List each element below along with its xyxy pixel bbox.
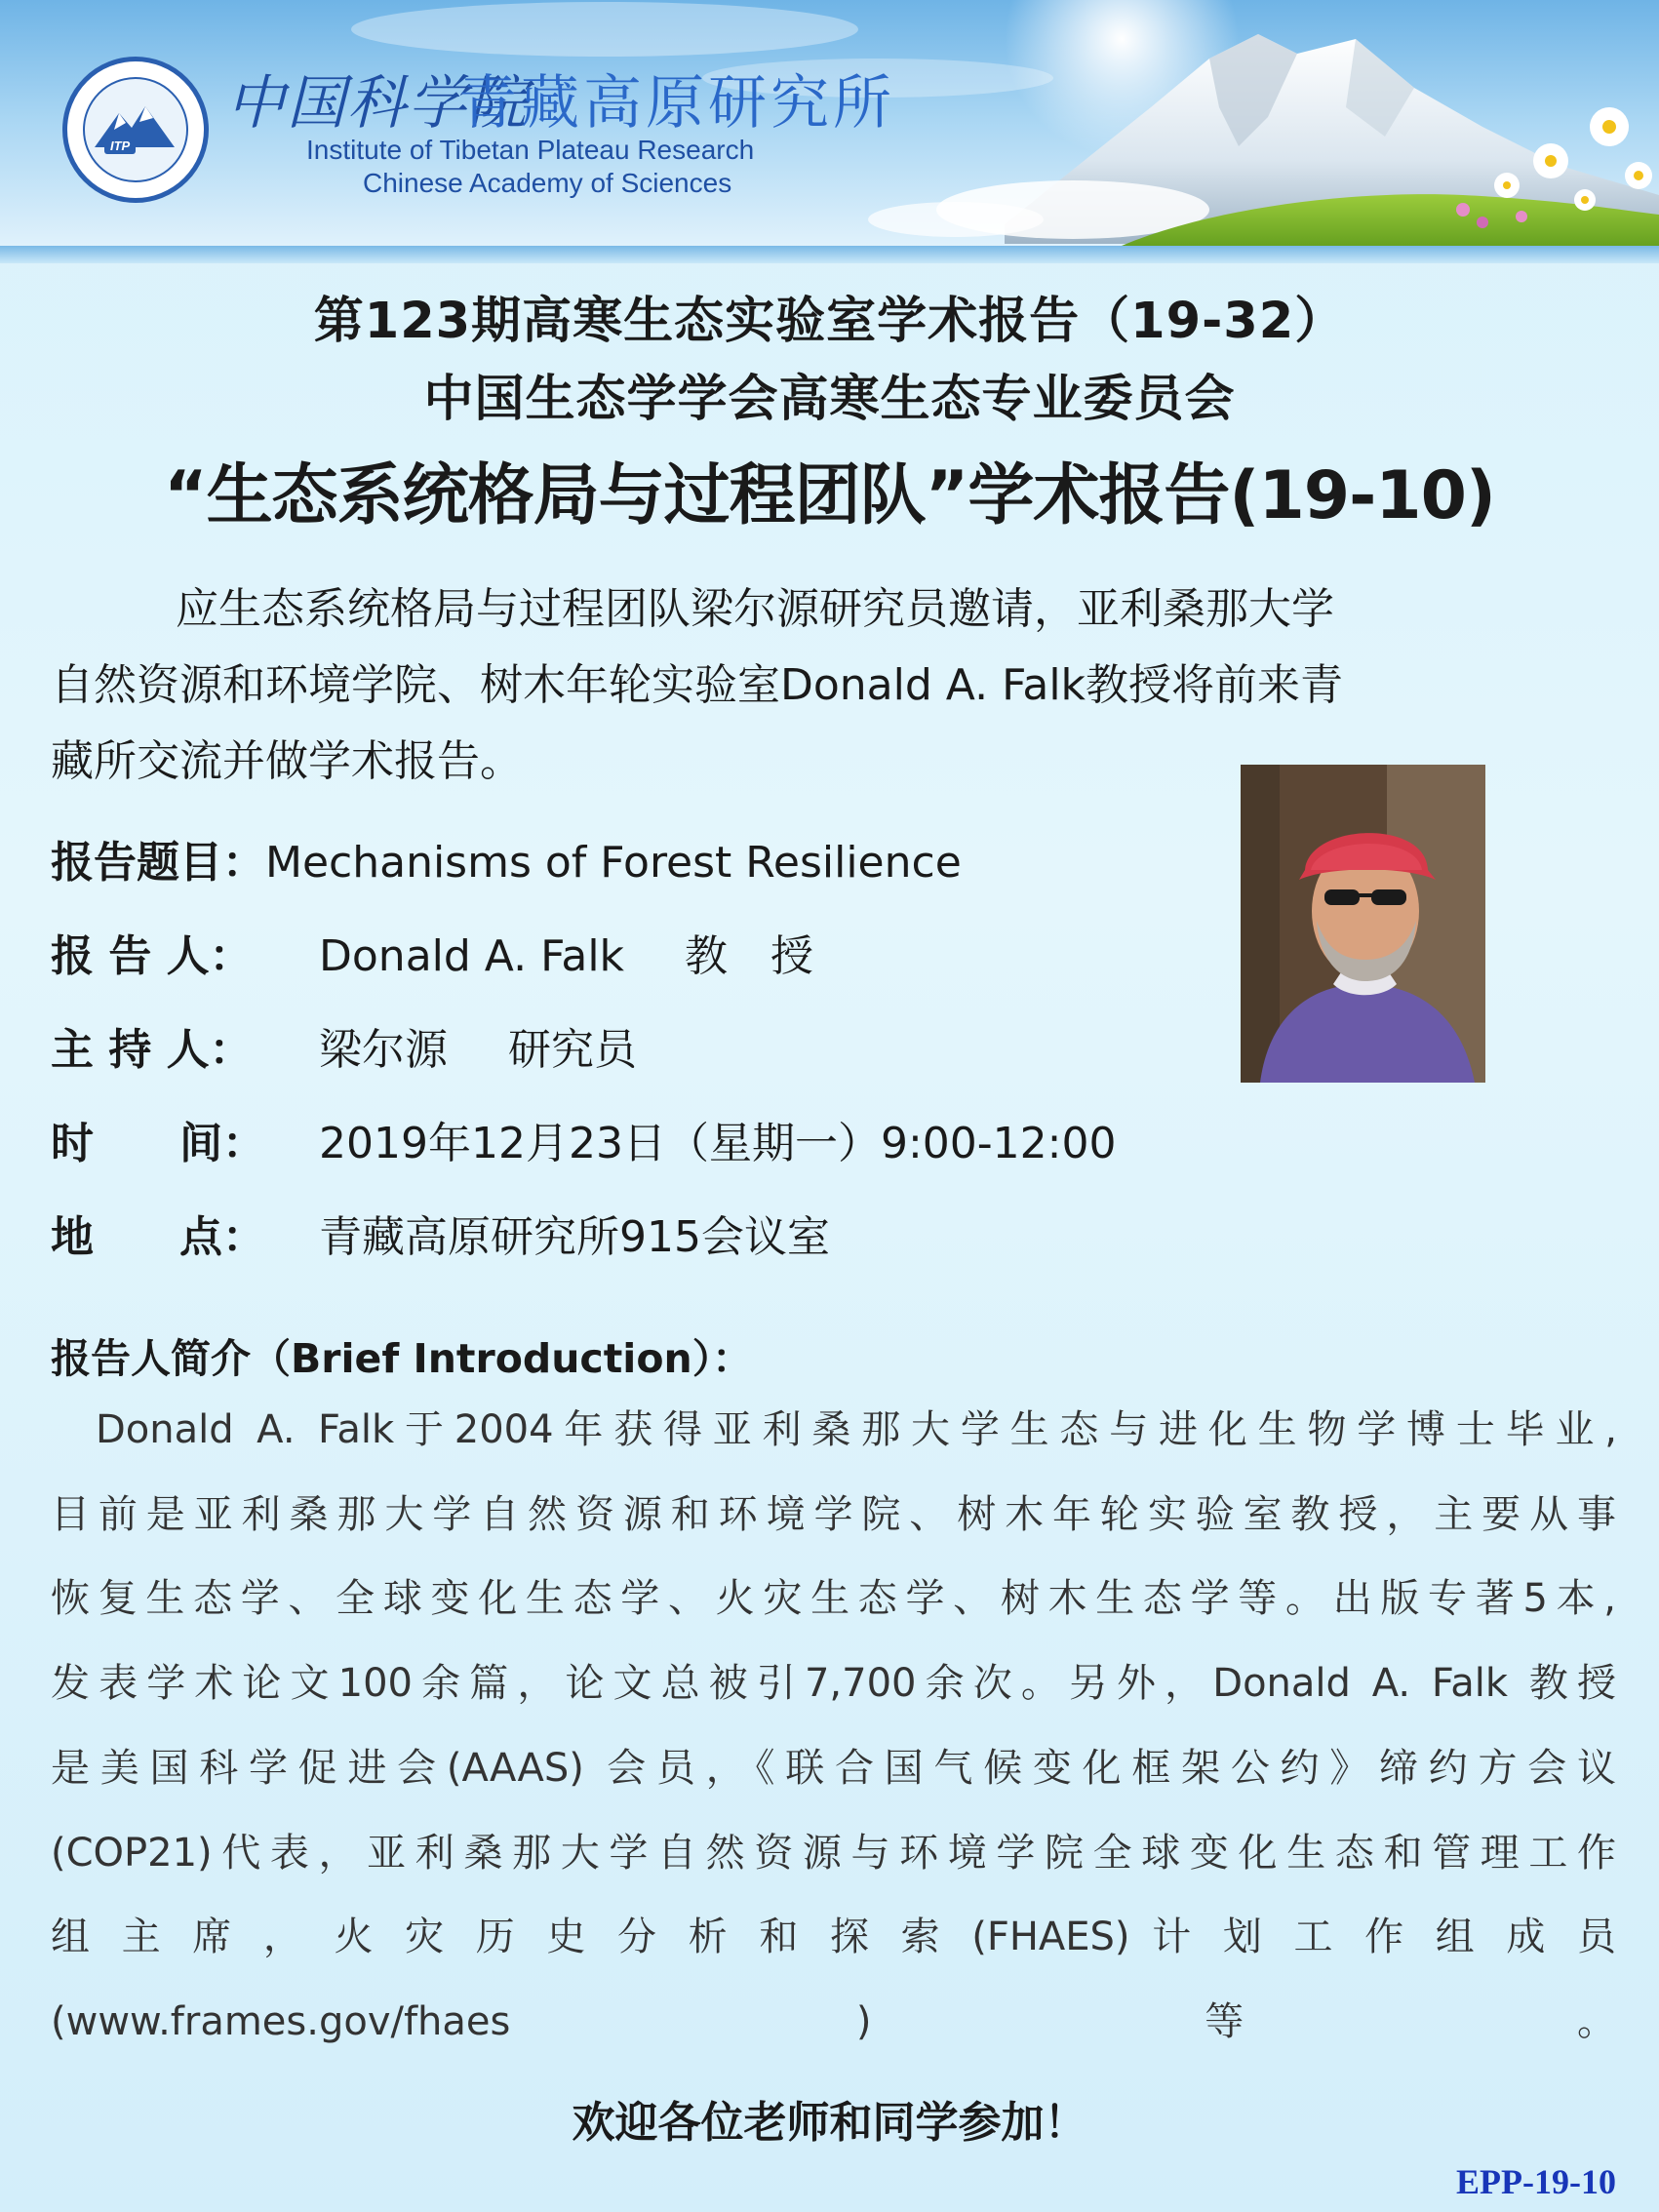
bio-heading: 报告人简介（Brief Introduction）：	[51, 1335, 753, 1382]
host-row	[51, 1014, 637, 1077]
institute-name-en-line1: Institute of Tibetan Plateau Research	[306, 135, 755, 165]
header-banner	[0, 0, 1659, 263]
logo-tag: ITP	[104, 138, 136, 154]
bio-line2: 目前是亚利桑那大学自然资源和环境学院、树木年轮实验室教授，主要从事	[51, 1492, 1616, 1537]
topic-value: Mechanisms of Forest Resilience	[265, 838, 962, 888]
time-label: 时 间：	[51, 1119, 265, 1168]
bio-line5: 是美国科学促进会(AAAS) 会员，《联合国气候变化框架公约》缔约方会议	[51, 1746, 1616, 1791]
speaker-label: 报 告 人：	[51, 931, 253, 981]
institute-name-cn-part2: 青藏高原研究所	[458, 69, 895, 138]
time-value: 2019年12月23日（星期一）9:00-12:00	[319, 1119, 1117, 1168]
institute-name-cn-part1: 中国科学院	[226, 69, 529, 138]
bio-line3: 恢复生态学、全球变化生态学、火灾生态学、树木生态学等。出版专著5本,	[51, 1576, 1616, 1621]
place-value: 青藏高原研究所915会议室	[319, 1212, 830, 1262]
title-line1: 第123期高寒生态实验室学术报告（19-32）	[313, 293, 1346, 350]
speaker-portrait	[1241, 765, 1485, 1083]
bio-line7: 组 主 席 ， 火 灾 历 史 分 析 和 探 索 (FHAES) 计 划 工 作 组 成 员	[51, 1915, 1616, 1959]
topic-label: 报告题目：	[51, 838, 265, 888]
logo-mountain-icon	[83, 77, 188, 182]
institute-logo	[62, 57, 209, 203]
speaker-title: 教 授	[685, 931, 814, 981]
title-line3: “生态系统格局与过程团队”学术报告(19-10)	[163, 457, 1496, 534]
intro-line2: 自然资源和环境学院、树木年轮实验室Donald A. Falk教授将前来青	[51, 660, 1344, 710]
place-label: 地 点：	[51, 1212, 265, 1262]
intro-line1: 应生态系统格局与过程团队梁尔源研究员邀请，亚利桑那大学	[176, 584, 1334, 634]
topic-row	[51, 827, 962, 889]
bio-line1: Donald A. Falk于2004年获得亚利桑那大学生态与进化生物学博士毕业,	[96, 1407, 1617, 1452]
speaker-row	[51, 921, 813, 983]
banner-bottom-band	[0, 246, 1659, 263]
host-label: 主 持 人：	[51, 1025, 253, 1075]
place-row	[51, 1202, 830, 1264]
host-title: 研究员	[508, 1025, 637, 1075]
event-code: EPP-19-10	[1456, 2162, 1616, 2201]
speaker-name: Donald A. Falk	[319, 931, 625, 981]
time-row	[51, 1108, 1116, 1170]
institute-name-en-line2: Chinese Academy of Sciences	[363, 168, 732, 198]
host-name: 梁尔源	[319, 1025, 448, 1075]
title-line2: 中国生态学学会高寒生态专业委员会	[423, 371, 1236, 428]
welcome-message: 欢迎各位老师和同学参加！	[572, 2098, 1087, 2148]
bio-line6: (COP21)代表，亚利桑那大学自然资源与环境学院全球变化生态和管理工作	[51, 1831, 1616, 1876]
bio-line4: 发表学术论文100余篇，论文总被引7,700余次。另外，Donald A. Falk 教授	[51, 1661, 1616, 1706]
intro-line3: 藏所交流并做学术报告。	[51, 736, 523, 786]
bio-line8: (www.frames.gov/fhaes )等。	[51, 1999, 1616, 2044]
